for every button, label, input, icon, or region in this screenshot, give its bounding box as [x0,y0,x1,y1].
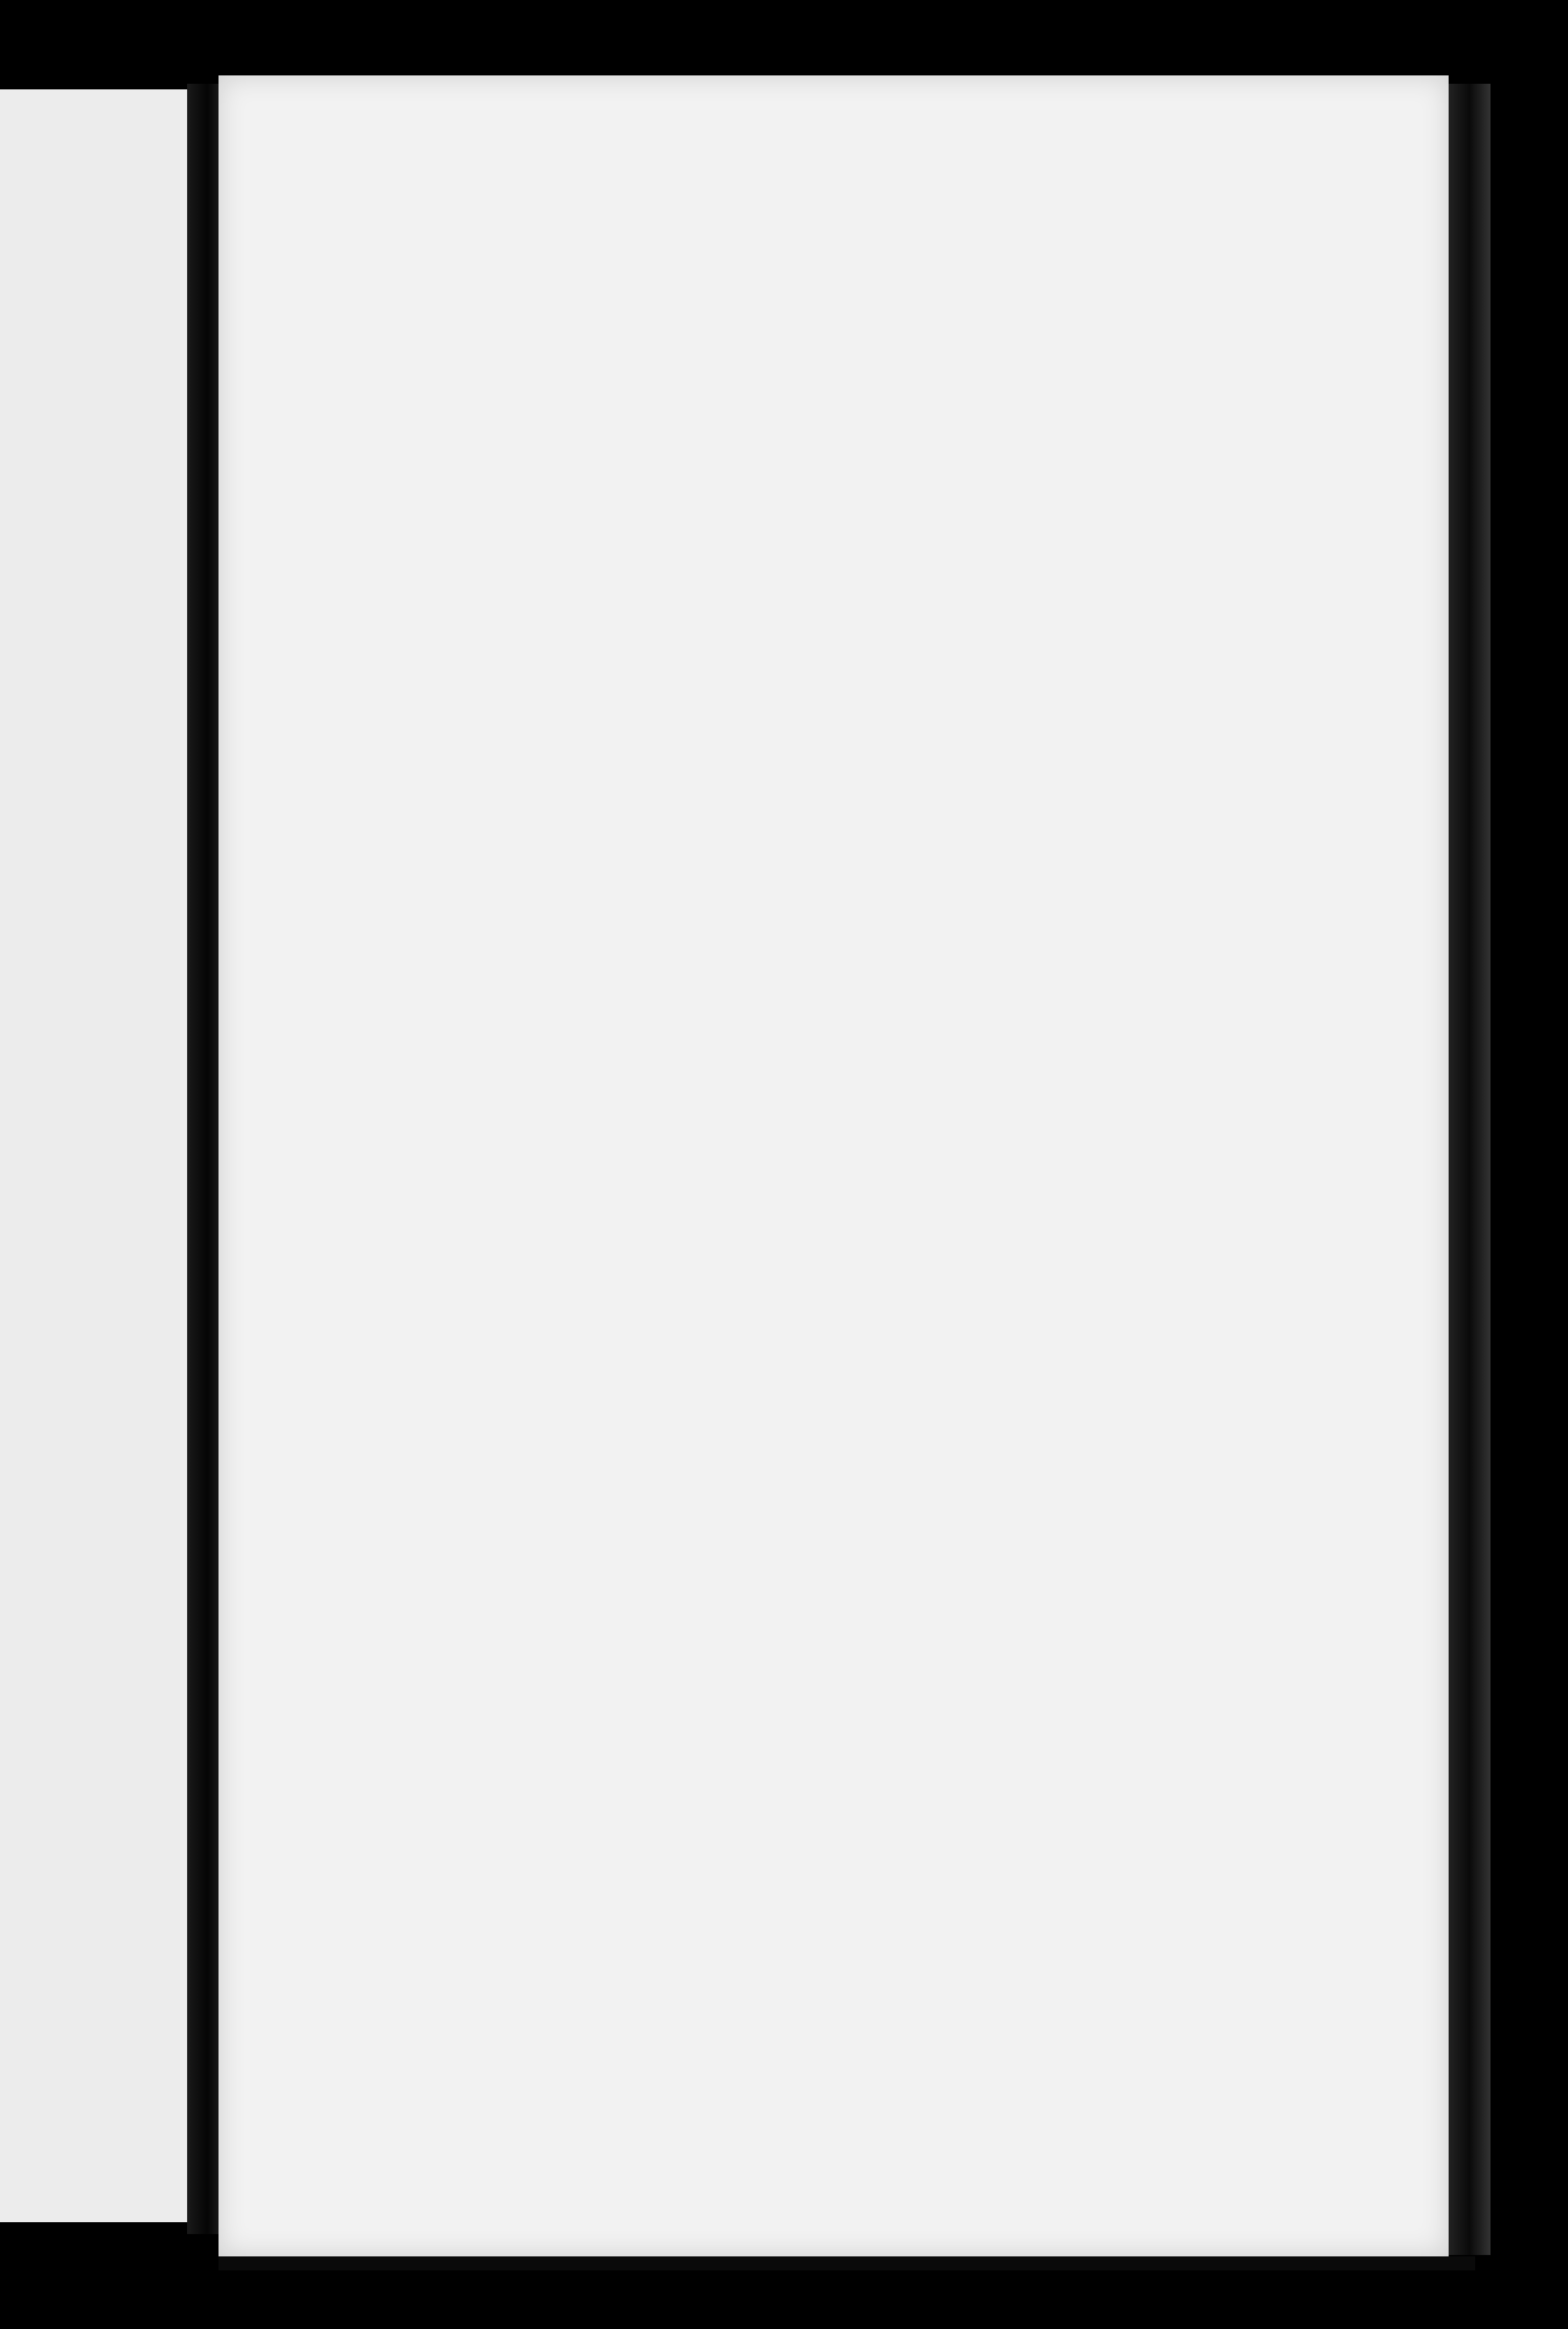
book-gutter [187,84,221,2234]
page-bottom-edge [219,2256,1475,2270]
current-page [219,75,1449,2256]
page-edge [1449,84,1491,2255]
previous-page-text [0,0,89,2329]
